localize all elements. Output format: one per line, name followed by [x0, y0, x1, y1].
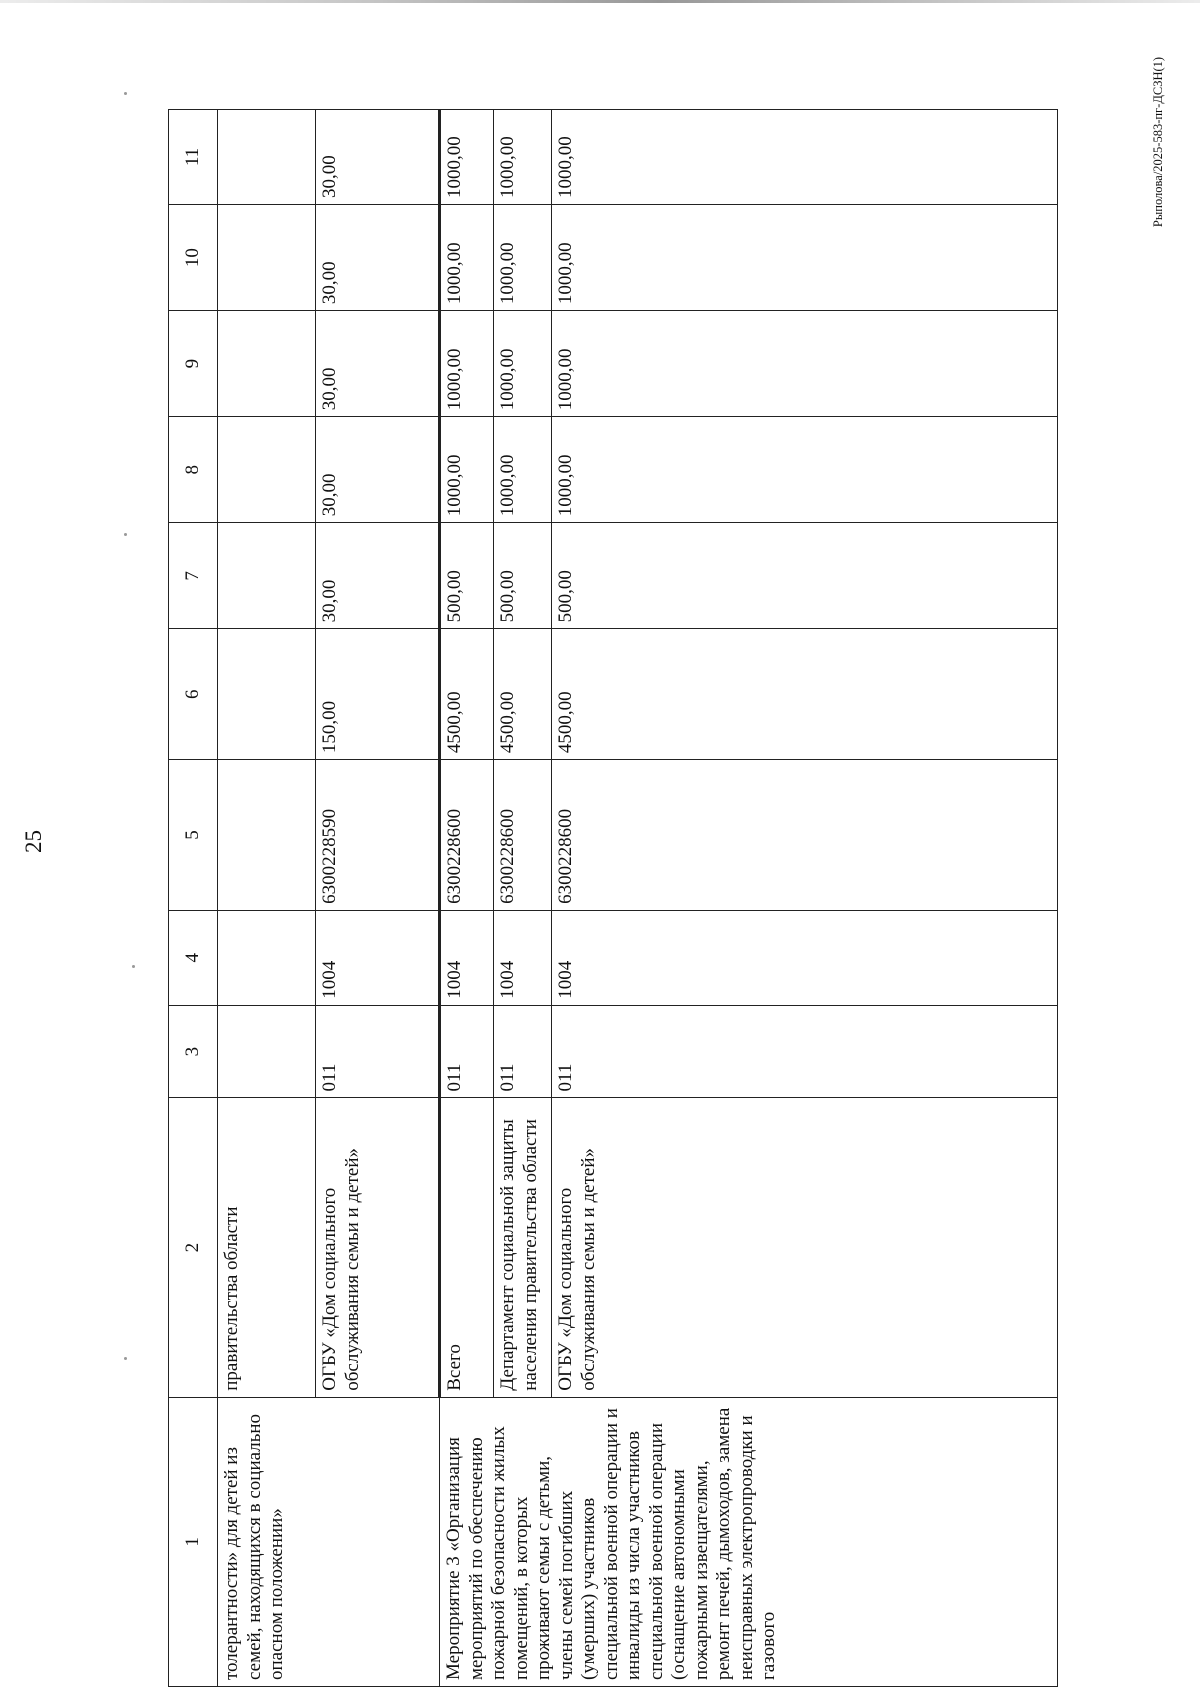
cell-csr: 6300228600	[552, 760, 1058, 911]
cell-year	[218, 417, 316, 523]
cell-rzpr: 1004	[494, 910, 552, 1005]
cell-year	[218, 523, 316, 629]
cell-rzpr: 1004	[440, 910, 494, 1005]
cell-total: 150,00	[316, 629, 440, 760]
column-number-row	[169, 110, 218, 1687]
column-header: 2	[169, 1098, 218, 1397]
column-header: 5	[169, 760, 218, 911]
measure-name-cell: толерантности» для детей из семей, находящихся в социально опасном положении»	[218, 1397, 440, 1686]
cell-total: 4500,00	[552, 629, 1058, 760]
cell-year: 1000,00	[440, 311, 494, 417]
column-header: 7	[169, 523, 218, 629]
cell-year	[218, 311, 316, 417]
table-row	[218, 110, 316, 1687]
rotated-table-container	[168, 109, 1104, 1687]
cell-csr: 6300228600	[494, 760, 552, 911]
cell-year: 1000,00	[494, 110, 552, 205]
column-header: 4	[169, 910, 218, 1005]
cell-csr: 6300228600	[440, 760, 494, 911]
cell-grbs: 011	[494, 1005, 552, 1098]
cell-rzpr	[218, 910, 316, 1005]
measure-name-cell: Мероприятие 3 «Организация мероприятий по обеспечению пожарной безопасности жилых помещений, в которых проживают семьи с детьми, члены семей погибших (умерших) участников специальной военной операции и инвалиды из числа участников специальной военной операции (оснащение автономными пожарными извещателями, ремонт печей, дымоходов, замена неисправных электропроводки и газового	[440, 1397, 1058, 1686]
column-header: 8	[169, 417, 218, 523]
scan-speck	[132, 965, 135, 968]
cell-year: 1000,00	[494, 311, 552, 417]
cell-year: 1000,00	[552, 417, 1058, 523]
column-header: 1	[169, 1397, 218, 1686]
cell-year: 1000,00	[552, 311, 1058, 417]
cell-year: 500,00	[552, 523, 1058, 629]
column-header: 10	[169, 205, 218, 311]
table-row	[440, 110, 494, 1687]
cell-year: 30,00	[316, 417, 440, 523]
scan-speck	[124, 533, 127, 536]
cell-total	[218, 629, 316, 760]
cell-year: 30,00	[316, 311, 440, 417]
executor-cell: правительства области	[218, 1098, 316, 1397]
cell-year: 1000,00	[440, 205, 494, 311]
cell-year: 30,00	[316, 110, 440, 205]
cell-year: 1000,00	[552, 205, 1058, 311]
column-header: 3	[169, 1005, 218, 1098]
cell-rzpr: 1004	[552, 910, 1058, 1005]
scan-speck	[124, 92, 127, 95]
executor-cell: ОГБУ «Дом социального обслуживания семьи и детей»	[552, 1098, 1058, 1397]
cell-year: 30,00	[316, 205, 440, 311]
cell-csr	[218, 760, 316, 911]
cell-year: 500,00	[494, 523, 552, 629]
cell-year: 1000,00	[440, 417, 494, 523]
executor-cell: Всего	[440, 1098, 494, 1397]
cell-year: 1000,00	[440, 110, 494, 205]
column-header: 11	[169, 110, 218, 205]
executor-cell: Департамент социальной защиты населения правительства области	[494, 1098, 552, 1397]
cell-csr: 6300228590	[316, 760, 440, 911]
cell-total: 4500,00	[494, 629, 552, 760]
column-header: 6	[169, 629, 218, 760]
cell-grbs: 011	[316, 1005, 440, 1098]
cell-grbs: 011	[440, 1005, 494, 1098]
cell-grbs	[218, 1005, 316, 1098]
cell-year	[218, 205, 316, 311]
cell-year	[218, 110, 316, 205]
cell-year: 1000,00	[494, 205, 552, 311]
cell-year: 1000,00	[552, 110, 1058, 205]
cell-year: 500,00	[440, 523, 494, 629]
executor-cell: ОГБУ «Дом социального обслуживания семьи и детей»	[316, 1098, 440, 1397]
scan-edge-artifact	[0, 0, 1200, 3]
document-code: Рыполова/2025-583-пг-ДСЗН(1)	[1151, 56, 1165, 228]
cell-year: 1000,00	[494, 417, 552, 523]
budget-table	[168, 109, 1058, 1687]
cell-year: 30,00	[316, 523, 440, 629]
scan-speck	[124, 1357, 127, 1360]
page-number: 25	[21, 830, 46, 853]
cell-grbs: 011	[552, 1005, 1058, 1098]
column-header: 9	[169, 311, 218, 417]
cell-rzpr: 1004	[316, 910, 440, 1005]
cell-total: 4500,00	[440, 629, 494, 760]
